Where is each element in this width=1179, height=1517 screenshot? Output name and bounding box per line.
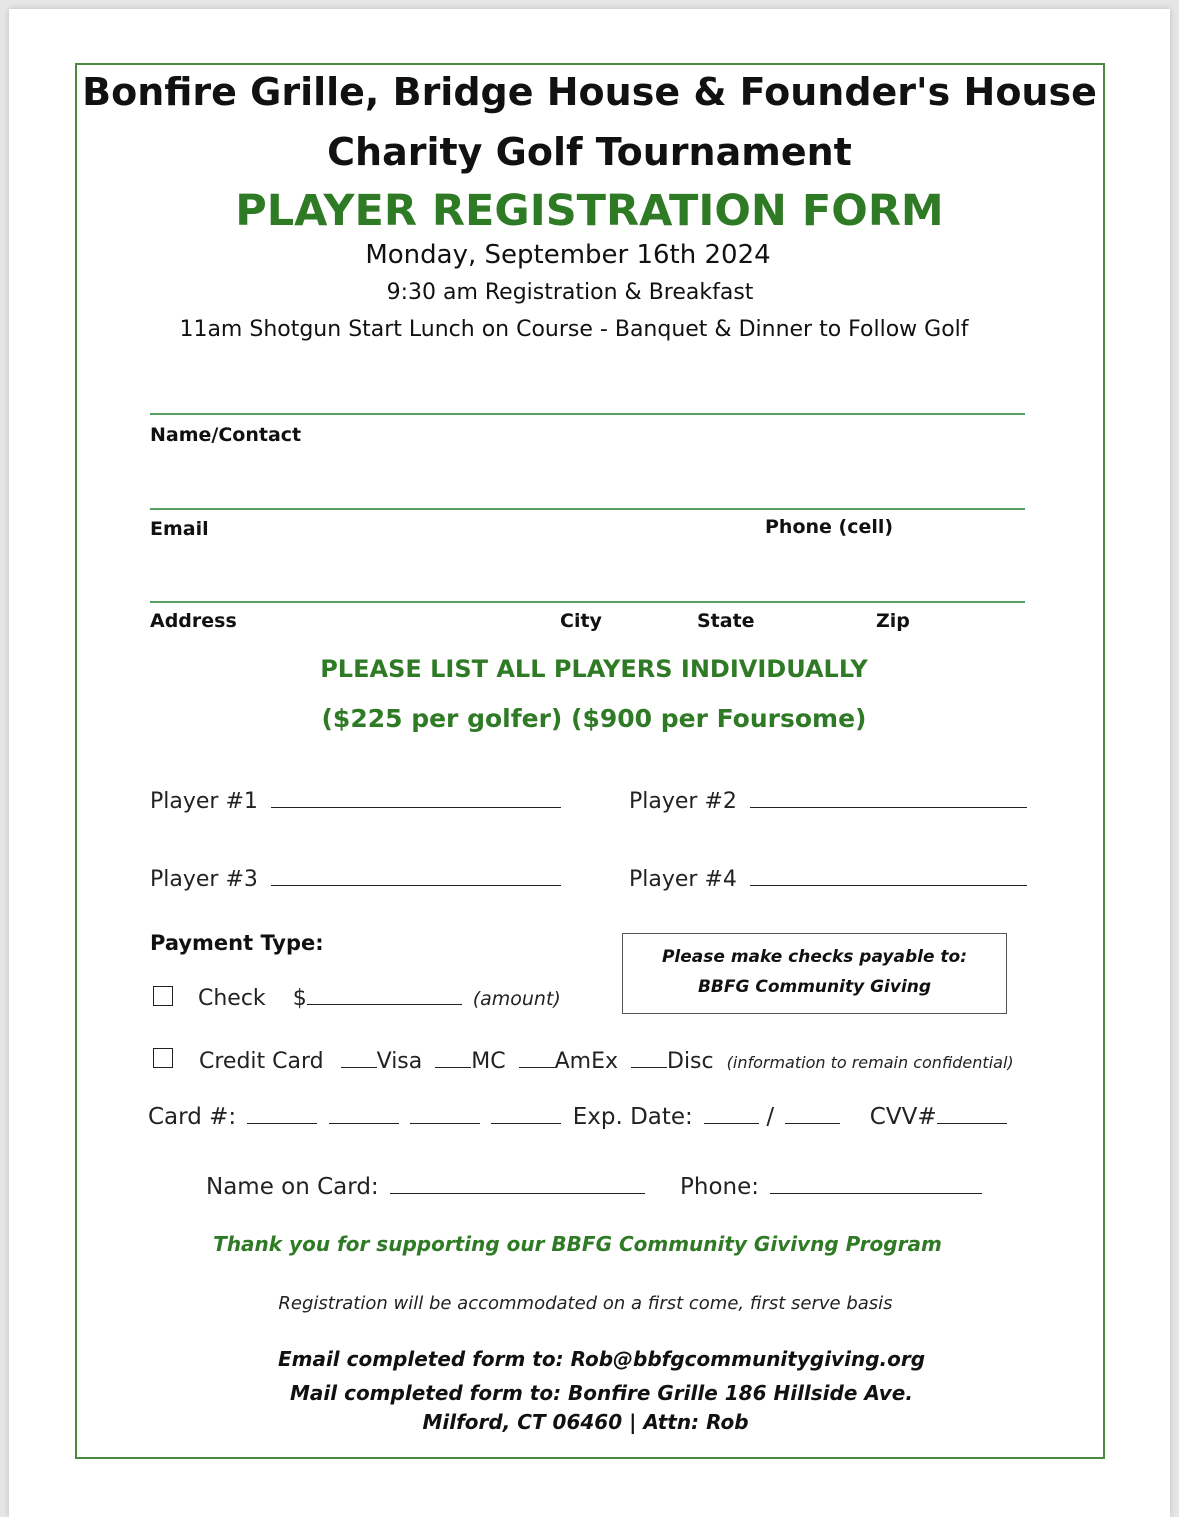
credit-card-option [199,1047,1014,1074]
credit-card-checkbox[interactable] [153,1048,173,1068]
email-label: Email [150,518,209,540]
checks-payable-box [622,933,1007,1014]
player-4-field[interactable] [629,865,1027,892]
check-label: Check [198,986,266,1011]
address-label: Address [150,610,237,632]
check-option [198,984,561,1011]
schedule-registration: 9:30 am Registration & Breakfast [386,280,754,305]
visa-blank[interactable] [341,1047,377,1068]
player-2-blank[interactable] [750,787,1027,808]
cvv-blank[interactable] [937,1103,1007,1124]
mc-blank[interactable] [435,1047,471,1068]
mail-instructions-line-2: Milford, CT 06460 | Attn: Rob [422,1410,749,1434]
name-contact-line[interactable] [150,413,1025,415]
amex-label: AmEx [554,1049,618,1074]
name-on-card-label: Name on Card: [206,1174,379,1200]
checks-payee: BBFG Community Giving [697,977,932,997]
player-2-field[interactable] [629,787,1027,814]
zip-label: Zip [876,610,910,632]
card-phone-field [680,1173,982,1200]
name-contact-label: Name/Contact [150,424,302,446]
player-3-field[interactable] [150,865,561,892]
player-1-field[interactable] [150,787,561,814]
email-phone-line[interactable] [150,508,1025,510]
card-number-group-1[interactable] [247,1103,317,1124]
player-1-blank[interactable] [271,787,561,808]
exp-date-label: Exp. Date: [572,1104,693,1130]
city-label: City [560,610,602,632]
confidential-note: (information to remain confidential) [726,1053,1014,1072]
card-phone-blank[interactable] [770,1173,982,1194]
address-line[interactable] [150,601,1025,603]
name-on-card-blank[interactable] [390,1173,645,1194]
players-heading: PLEASE LIST ALL PLAYERS INDIVIDUALLY [320,655,868,683]
checks-payable-text: Please make checks payable to: [661,947,968,967]
exp-year-blank[interactable] [785,1103,840,1124]
player-2-label: Player #2 [629,789,737,814]
mail-instructions-line-1: Mail completed form to: Bonfire Grille 186 Hillside Ave. [290,1381,913,1405]
player-3-blank[interactable] [271,865,561,886]
cvv-label: CVV# [869,1104,937,1130]
disc-label: Disc [667,1049,714,1074]
card-number-group-2[interactable] [329,1103,399,1124]
state-label: State [697,610,755,632]
card-phone-label: Phone: [680,1174,759,1200]
exp-month-blank[interactable] [704,1103,759,1124]
amount-note: (amount) [472,988,561,1010]
mc-label: MC [471,1049,506,1074]
check-checkbox[interactable] [153,986,173,1006]
payment-type-heading: Payment Type: [150,931,324,955]
disc-blank[interactable] [631,1047,667,1068]
card-number-group-4[interactable] [491,1103,561,1124]
event-date: Monday, September 16th 2024 [365,240,771,270]
form-title: PLAYER REGISTRATION FORM [235,186,944,236]
player-1-label: Player #1 [150,789,258,814]
schedule-start: 11am Shotgun Start Lunch on Course - Banquet & Dinner to Follow Golf [179,317,969,342]
credit-card-label: Credit Card [199,1049,324,1074]
title-line-2: Charity Golf Tournament [327,130,852,174]
phone-cell-label: Phone (cell) [765,516,894,538]
name-on-card-field [206,1173,645,1200]
email-instructions: Email completed form to: Rob@bbfgcommunitygiving.org [277,1347,926,1371]
visa-label: Visa [376,1049,423,1074]
exp-separator: / [766,1104,775,1130]
player-4-blank[interactable] [750,865,1027,886]
registration-note: Registration will be accommodated on a first come, first serve basis [278,1293,893,1314]
player-3-label: Player #3 [150,867,258,892]
card-number-group-3[interactable] [410,1103,480,1124]
card-details-row [148,1103,1007,1130]
thank-you-note: Thank you for supporting our BBFG Community Givivng Program [213,1232,942,1256]
pricing-note: ($225 per golfer) ($900 per Foursome) [321,704,867,733]
player-4-label: Player #4 [629,867,737,892]
title-line-1: Bonfire Grille, Bridge House & Founder's House [82,70,1097,114]
card-number-label: Card #: [148,1104,237,1130]
check-amount-blank[interactable] [307,984,462,1005]
check-dollar-sign: $ [292,986,307,1011]
amex-blank[interactable] [519,1047,555,1068]
